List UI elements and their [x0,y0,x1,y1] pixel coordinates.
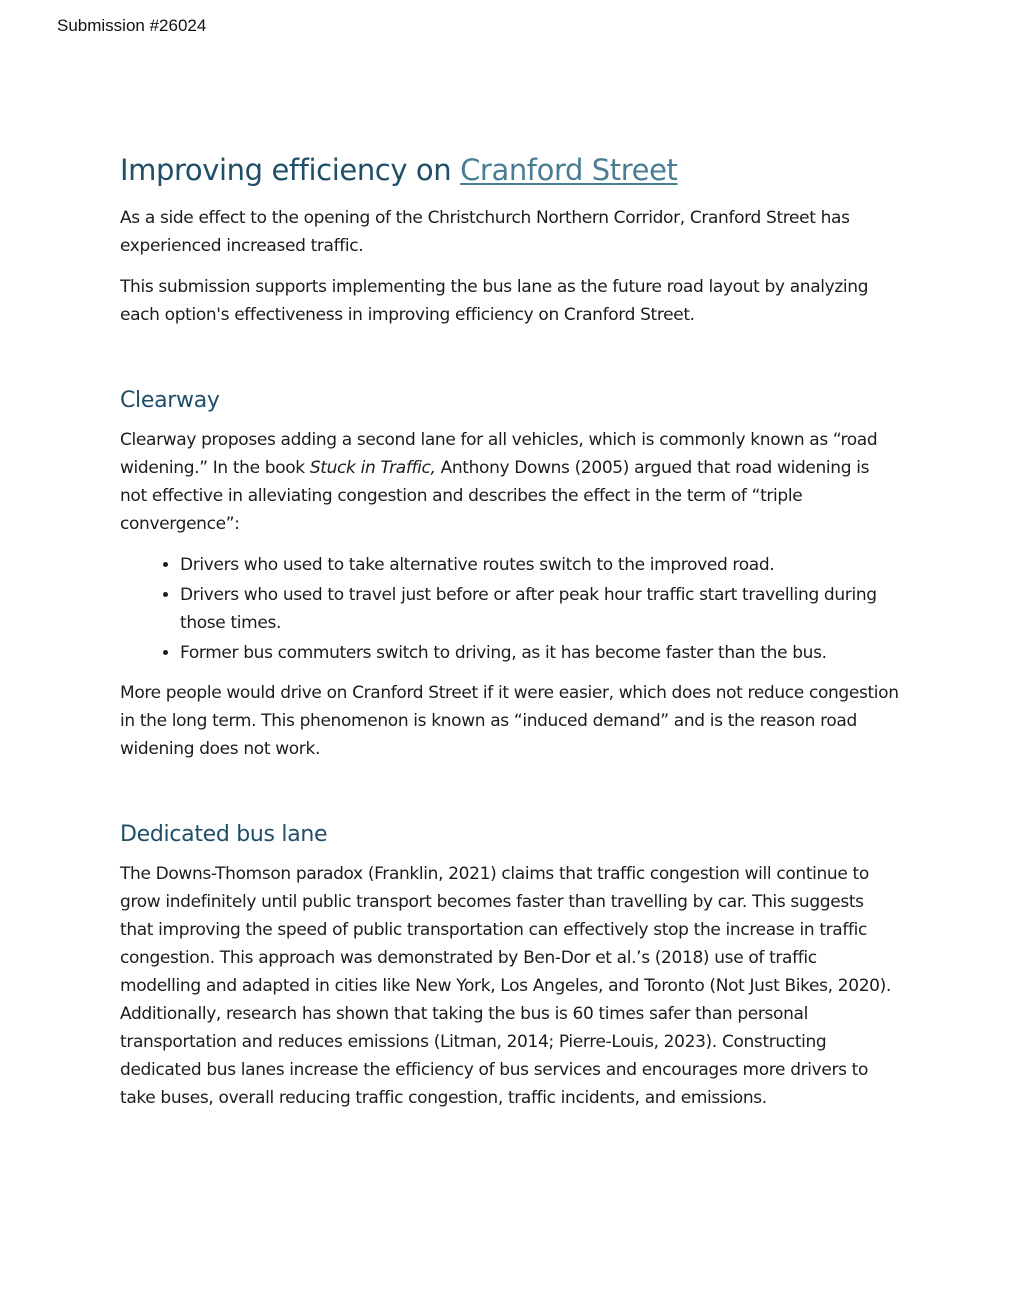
triple-convergence-list [120,551,900,667]
section-spacer [120,342,900,386]
submission-id: Submission #26024 [57,16,207,35]
list-item: • Drivers who used to take alternative routes switch to the improved road. [180,551,900,579]
cranford-street-link[interactable]: Cranford Street [460,153,678,187]
clearway-para1-end: Anthony Downs (2005) argued that road widening is not effective in alleviating congestion and describes the effect in the term of “triple convergence”: [120,458,870,534]
clearway-para1-start: Clearway proposes adding a second lane for all vehicles, which is commonly known as “road widening.” In the book [120,430,878,478]
document-body [120,150,900,1125]
intro-paragraph-2: This submission supports implementing the bus lane as the future road layout by analyzing each option's effectiveness in improving efficiency on Cranford Street. [120,277,869,325]
title-prefix: Improving efficiency on [120,153,461,187]
clearway-paragraph-2: More people would drive on Cranford Street if it were easier, which does not reduce congestion in the long term. This phenomenon is known as “induced demand” and is the reason road widening does not work. [120,683,899,759]
book-title: Stuck in Traffic, [309,458,436,478]
list-item: • Drivers who used to travel just before or after peak hour traffic start travelling during those times. [180,581,900,637]
clearway-paragraph-1 [120,426,900,538]
clearway-heading: Clearway [120,388,220,413]
bus-lane-paragraph: The Downs-Thomson paradox (Franklin, 2021) claims that traffic congestion will continue to grow indefinitely until public transport becomes faster than travelling by car. This suggests that improving the speed of public transportation can effectively stop the increase in traffic congestion. This approach was demonstrated by Ben-Dor et al.’s (2018) use of traffic modelling and adapted in cities like New York, Los Angeles, and Toronto (Not Just Bikes, 2020). Additionally, research has shown that taking the bus is 60 times safer than personal transportation and reduces emissions (Litman, 2014; Pierre-Louis, 2023). Constructing dedicated bus lanes increase the efficiency of bus services and encourages more drivers to take buses, overall reducing traffic congestion, traffic incidents, and emissions. [120,864,891,1108]
section-spacer [120,776,900,820]
bus-lane-heading: Dedicated bus lane [120,822,328,847]
list-item: • Former bus commuters switch to driving, as it has become faster than the bus. [180,639,900,667]
page-title [120,150,900,190]
intro-paragraph-1: As a side effect to the opening of the Christchurch Northern Corridor, Cranford Street has experienced increased traffic. [120,208,850,256]
